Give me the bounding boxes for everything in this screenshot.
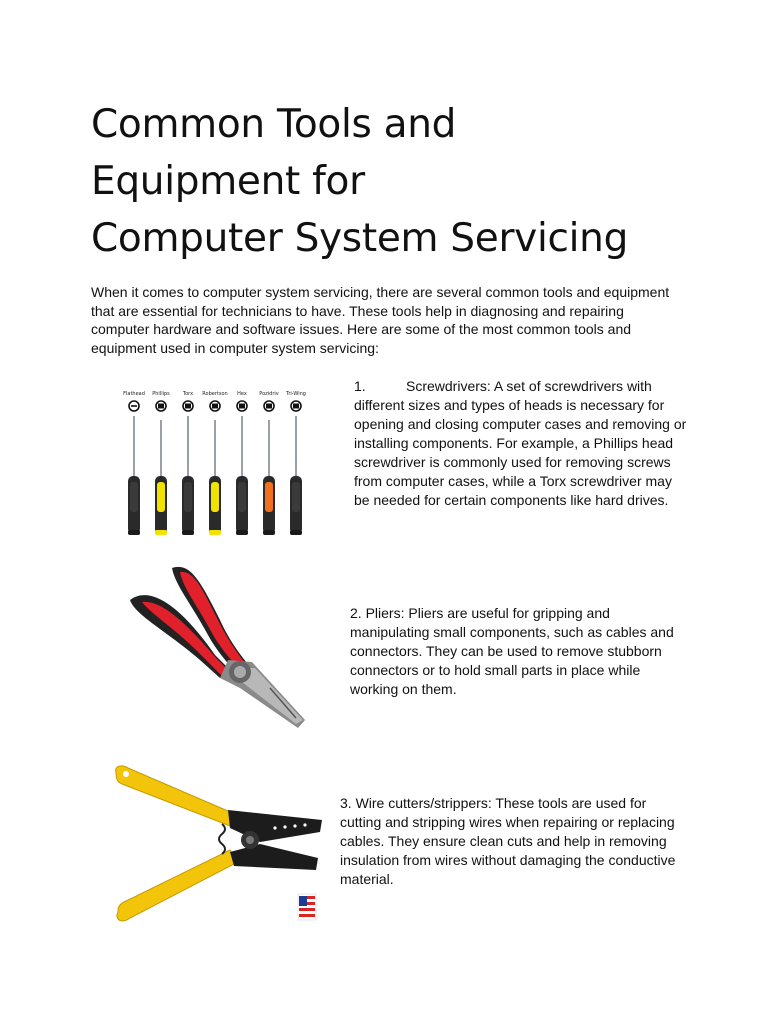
screwdriver-icon: [263, 420, 275, 535]
pliers-illustration: [120, 560, 310, 735]
title-line-1: Common Tools and: [91, 102, 457, 147]
pliers-image: [120, 560, 310, 735]
screwdriver-head-mark: [293, 404, 299, 409]
intro-paragraph: When it comes to computer system servicing, there are several common tools and equipment that are essential for technicians to have. These tools help in diagnosing and repairing computer hardware and software issues. Here are some of the most common tools and equipment used in computer system servicing:: [91, 284, 670, 356]
item-wire-strippers: 3. Wire cutters/strippers: These tools are used for cutting and stripping wires when repairing or replacing cables. They ensure clean cuts and help in removing insulation from wires without damaging the conductive material.: [340, 795, 676, 887]
screwdriver-label: Tri-Wing: [286, 391, 306, 397]
wire-strippers-image: [110, 762, 328, 928]
screwdriver-icon: [209, 420, 221, 535]
item-screwdrivers: [354, 377, 689, 510]
screwdriver-label: Torx: [182, 391, 194, 397]
screwdriver-icon: [236, 416, 248, 535]
screwdriver-label: Phillips: [152, 391, 170, 397]
item-number: 1.: [354, 378, 366, 394]
screwdriver-head-mark: [212, 404, 218, 409]
title-line-2: Equipment for: [91, 159, 365, 204]
screwdrivers-image: [120, 386, 316, 544]
screwdriver-head-mark: [266, 404, 272, 409]
screwdriver-icon: [290, 416, 302, 535]
screwdriver-head-mark: [239, 404, 245, 409]
wire-strippers-illustration: [110, 762, 328, 928]
screwdriver-head-mark: [158, 404, 164, 409]
title-line-3: Computer System Servicing: [91, 216, 629, 261]
screwdriver-icon: [182, 416, 194, 535]
page-title: [91, 96, 628, 267]
screwdrivers-illustration: [120, 386, 316, 544]
screwdriver-head-mark: [185, 404, 191, 409]
screwdriver-icon: [128, 416, 140, 535]
screwdriver-label: Robertson: [202, 391, 228, 397]
item-screwdrivers-text: Screwdrivers: A set of screwdrivers with different sizes and types of heads is necessary for opening and closing computer cases and removing or installing components. For example, a Phillips head screwdriver is commonly used for removing screws from computer cases, while a Torx screwdriver may be needed for certain components like hard drives.: [354, 378, 687, 508]
screwdriver-label: Pozidriv: [259, 391, 279, 397]
screwdriver-icon: [155, 420, 167, 535]
item-pliers: 2. Pliers: Pliers are useful for gripping and manipulating small components, such as cables and connectors. They can be used to remove stubborn connectors or to hold small parts in place while working on them.: [350, 605, 674, 697]
screwdriver-label: Flathead: [123, 391, 145, 397]
screwdriver-head-mark: [131, 405, 137, 407]
screwdriver-label: Hex: [237, 391, 247, 397]
